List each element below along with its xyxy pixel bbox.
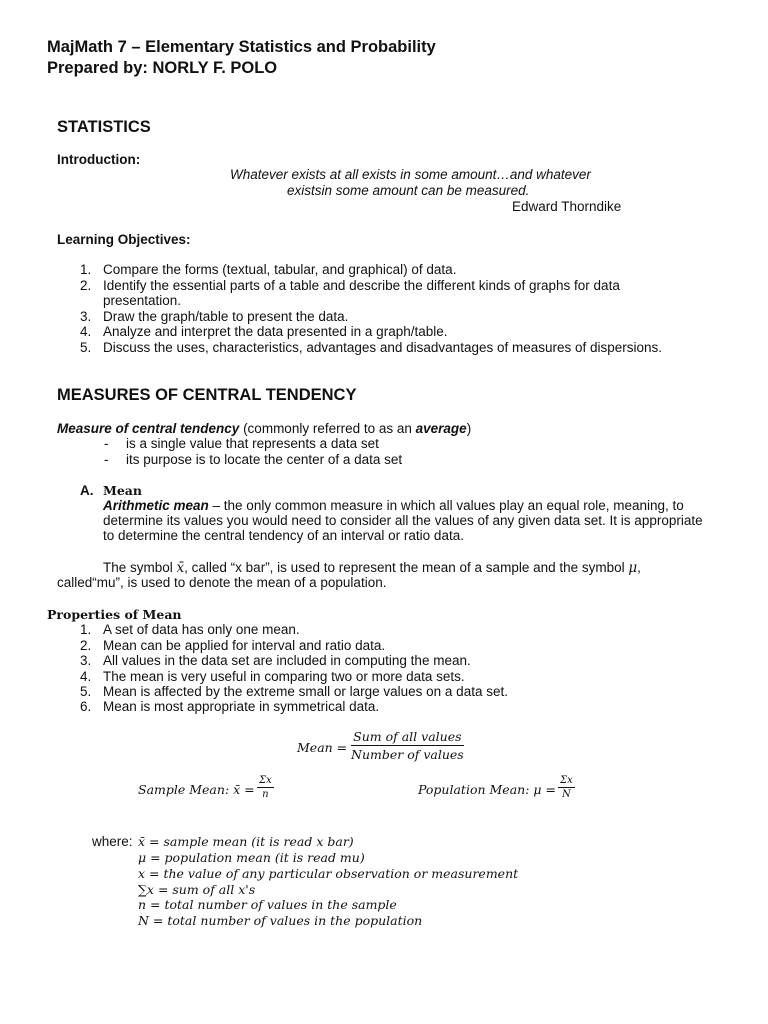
list-item: Mean is affected by the extreme small or large values on a data set. <box>103 684 508 699</box>
mean-fraction <box>351 729 464 762</box>
arithmetic-mean-line-1 <box>103 498 684 513</box>
list-item-continuation: presentation. <box>103 293 182 308</box>
definition-line: n = total number of values in the sample <box>138 897 397 912</box>
fraction-numerator: Σx <box>560 775 573 786</box>
list-item: Draw the graph/table to present the data. <box>103 309 349 324</box>
list-item: All values in the data set are included in computing the mean. <box>103 653 471 668</box>
list-item-marker: 3. <box>80 653 92 668</box>
fraction-denominator: Number of values <box>351 747 464 762</box>
symbol-text: , called “x bar”, is used to represent the mean of a sample and the symbol <box>184 560 629 575</box>
list-item-marker: 2. <box>80 638 92 653</box>
sample-mean-fraction <box>257 775 274 800</box>
list-item-marker: 6. <box>80 699 92 714</box>
population-mean-label: Population Mean: μ = <box>418 782 556 797</box>
list-item: Identify the essential parts of a table and describe the different kinds of graphs for data <box>103 278 620 293</box>
arithmetic-mean-term: Arithmetic mean <box>103 498 209 513</box>
population-mean-fraction <box>558 775 575 800</box>
definition-text: (commonly referred to as an <box>239 421 416 436</box>
list-item-marker: 5. <box>80 684 92 699</box>
definition-line: x̄ = sample mean (it is read x bar) <box>138 834 354 849</box>
where-label: where: <box>92 834 133 849</box>
bullet-item: its purpose is to locate the center of a data set <box>126 452 403 467</box>
arithmetic-mean-line-2: determine its values you would need to consider all the values of any given data set. It is appropriate <box>103 513 703 528</box>
list-item-marker: 4. <box>80 324 92 339</box>
bullet-item: is a single value that represents a data set <box>126 436 379 451</box>
list-item: Discuss the uses, characteristics, advantages and disadvantages of measures of dispersions. <box>103 340 663 355</box>
symbol-text: The symbol <box>103 560 177 575</box>
subsection-marker: A. <box>80 483 94 498</box>
quote-line-1: Whatever exists at all exists in some amount…and whatever <box>230 167 591 182</box>
symbol-line-2: called“mu”, is used to denote the mean of a population. <box>57 575 387 590</box>
list-item-marker: 1. <box>80 262 92 277</box>
symbol-line-1 <box>103 560 641 576</box>
definition-line: μ = population mean (it is read mu) <box>138 850 365 865</box>
mu-symbol: μ <box>628 560 638 576</box>
sample-mean-label: Sample Mean: x̄ = <box>138 782 255 797</box>
definition-term: Measure of central tendency <box>57 421 240 436</box>
fraction-denominator: N <box>561 789 571 800</box>
symbol-text: , <box>637 560 641 575</box>
mean-formula-label: Mean = <box>297 740 348 755</box>
learning-objectives-label: Learning Objectives: <box>57 232 191 247</box>
definition-line: ∑x = sum of all x's <box>138 882 256 897</box>
document-title: MajMath 7 – Elementary Statistics and Probability <box>47 38 436 56</box>
definition-line: x = the value of any particular observation or measurement <box>138 866 519 881</box>
average-term: average <box>415 421 467 436</box>
list-item-marker: 3. <box>80 309 92 324</box>
mean-subheading: Mean <box>103 483 142 498</box>
list-item: Mean is most appropriate in symmetrical data. <box>103 699 380 714</box>
bullet-dash: - <box>104 452 109 467</box>
list-item: Mean can be applied for interval and ratio data. <box>103 638 386 653</box>
list-item: Analyze and interpret the data presented in a graph/table. <box>103 324 448 339</box>
bullet-dash: - <box>104 436 109 451</box>
list-item: A set of data has only one mean. <box>103 622 300 637</box>
fraction-denominator: n <box>262 789 269 800</box>
definition-end: ) <box>466 421 472 436</box>
statistics-heading: STATISTICS <box>57 118 151 136</box>
list-item: The mean is very useful in comparing two or more data sets. <box>103 669 465 684</box>
list-item-marker: 2. <box>80 278 92 293</box>
fraction-numerator: Σx <box>259 775 272 786</box>
list-item-marker: 5. <box>80 340 92 355</box>
xbar-symbol: x̄ <box>176 560 185 576</box>
fraction-numerator: Sum of all values <box>351 729 464 746</box>
introduction-label: Introduction: <box>57 152 141 167</box>
list-item-marker: 4. <box>80 669 92 684</box>
list-item: Compare the forms (textual, tabular, and graphical) of data. <box>103 262 457 277</box>
list-item-marker: 1. <box>80 622 92 637</box>
quote-line-2: existsin some amount can be measured. <box>287 183 530 198</box>
arithmetic-mean-line-3: to determine the central tendency of an interval or ratio data. <box>103 528 464 543</box>
arithmetic-mean-text: – the only common measure in which all values play an equal role, meaning, to <box>208 498 684 513</box>
author-line: Prepared by: NORLY F. POLO <box>47 59 278 77</box>
properties-heading: Properties of Mean <box>47 607 182 622</box>
definition-line: N = total number of values in the population <box>138 913 423 928</box>
mct-definition <box>57 421 471 436</box>
quote-author: Edward Thorndike <box>512 199 622 214</box>
mct-heading: MEASURES OF CENTRAL TENDENCY <box>57 386 357 404</box>
